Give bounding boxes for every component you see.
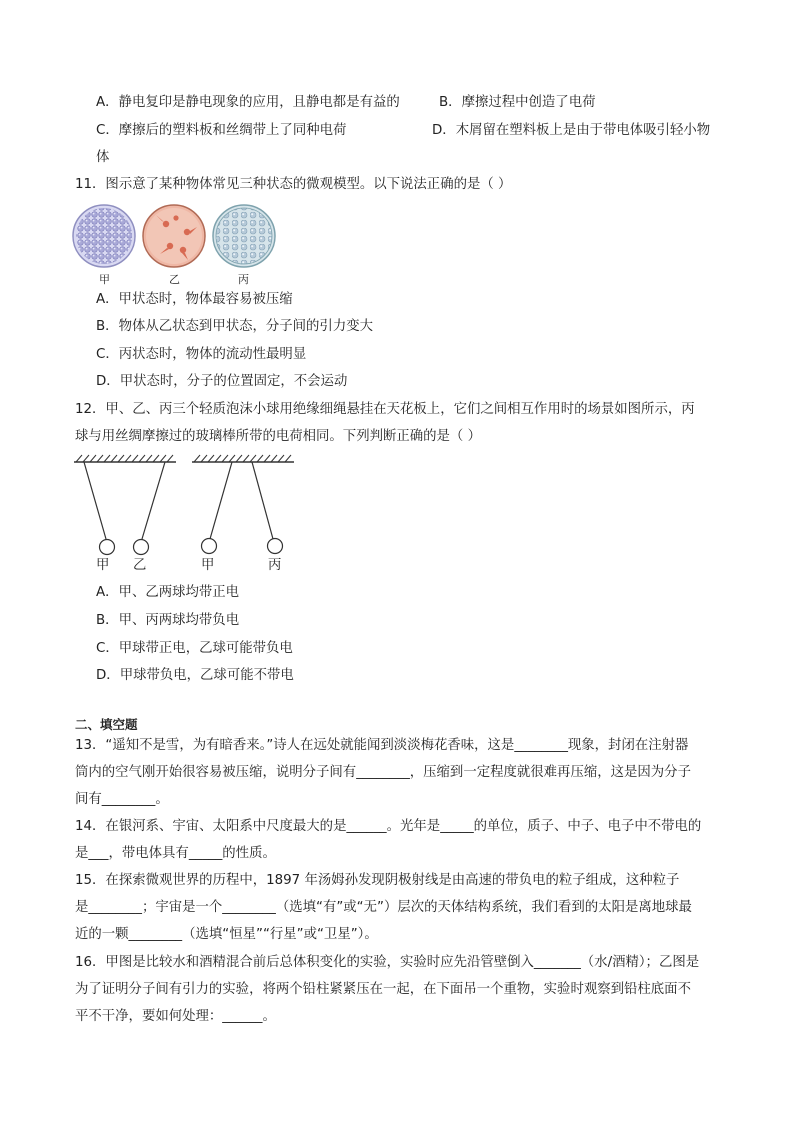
q16-line2: 为了证明分子间有引力的实验，将两个铅柱紧紧压在一起，在下面吊一个重物，实验时观察到铅柱底面不: [75, 982, 691, 997]
q11-stem: 11．图示意了某种物体常见三种状态的微观模型。以下说法正确的是（ ）: [75, 177, 512, 192]
q11-option-a: A．甲状态时，物体最容易被压缩: [96, 292, 293, 307]
q11-option-b: B．物体从乙状态到甲状态，分子间的引力变大: [96, 319, 373, 334]
figure-caption-bing: 丙: [238, 273, 249, 286]
ball-yi: [134, 462, 166, 555]
q10-option-c: C．摩擦后的塑料板和丝绸带上了同种电荷: [96, 123, 347, 138]
ball-jia-right: [202, 462, 233, 554]
q14-line1: 14．在银河系、宇宙、太阳系中尺度最大的是______。光年是_____的单位，质子、中子、电子中不带电的: [75, 819, 702, 834]
q11-option-d: D．甲状态时，分子的位置固定，不会运动: [96, 374, 348, 389]
q13-line3: 间有________。: [75, 792, 169, 807]
q12-option-c: C．甲球带正电，乙球可能带负电: [96, 641, 293, 656]
q15-line2: 是________；宇宙是一个________（选填“有”或“无”）层次的天体结构系统，我们看到的太阳是离地球最: [75, 900, 692, 915]
q12-option-d: D．甲球带负电，乙球可能不带电: [96, 668, 294, 683]
q13-line1: 13．“遥知不是雪，为有暗香来。”诗人在远处就能闻到淡淡梅花香味，这是________现象，封闭在注射器: [75, 738, 689, 753]
state-bing-liquid-model: [213, 205, 275, 267]
q12-option-b: B．甲、丙两球均带负电: [96, 613, 240, 628]
ceiling-right: [192, 455, 294, 462]
q10-option-b: B．摩擦过程中创造了电荷: [439, 95, 596, 110]
q15-line3: 近的一颗________（选填“恒星”“行星”或“卫星”）。: [75, 927, 378, 942]
state-yi-gas-model: [143, 205, 205, 267]
figure-caption-yi: 乙: [169, 273, 180, 286]
q14-line2: 是___，带电体具有_____的性质。: [75, 846, 276, 861]
q12-option-a: A．甲、乙两球均带正电: [96, 585, 240, 600]
state-jia-solid-model: [73, 205, 135, 267]
ball-label-bing: 丙: [268, 558, 282, 573]
ball-label-jia-left: 甲: [96, 558, 110, 573]
ball-label-jia-right: 甲: [201, 558, 215, 573]
q10-option-d-continuation: 体: [96, 150, 110, 165]
ball-bing: [252, 462, 283, 554]
q10-option-d: D．木屑留在塑料板上是由于带电体吸引轻小物: [432, 123, 711, 138]
hanging-balls-figure: [70, 452, 300, 557]
ceiling-left: [74, 455, 176, 462]
q10-option-a: A．静电复印是静电现象的应用，且静电都是有益的: [96, 95, 400, 110]
ball-jia-left: [84, 462, 115, 555]
q12-stem-line1: 12．甲、乙、丙三个轻质泡沫小球用绝缘细绳悬挂在天花板上，它们之间相互作用时的场景如图所示，丙: [75, 402, 695, 417]
figure-caption-jia: 甲: [99, 273, 110, 286]
q11-option-c: C．丙状态时，物体的流动性最明显: [96, 347, 307, 362]
section-fill-in-title: 二、填空题: [75, 717, 138, 732]
q15-line1: 15．在探索微观世界的历程中，1897 年汤姆孙发现阴极射线是由高速的带负电的粒子组成，这种粒子: [75, 873, 680, 888]
q16-line3: 平不干净，要如何处理：______。: [75, 1009, 276, 1024]
ball-label-yi: 乙: [133, 558, 147, 573]
q12-stem-line2: 球与用丝绸摩擦过的玻璃棒所带的电荷相同。下列判断正确的是（ ）: [75, 429, 481, 444]
q13-line2: 筒内的空气刚开始很容易被压缩，说明分子间有________，压缩到一定程度就很难再压缩，这是因为分子: [75, 765, 691, 780]
q16-line1: 16．甲图是比较水和酒精混合前后总体积变化的实验，实验时应先沿管壁倒入_______（水/酒精）；乙图是: [75, 955, 700, 970]
